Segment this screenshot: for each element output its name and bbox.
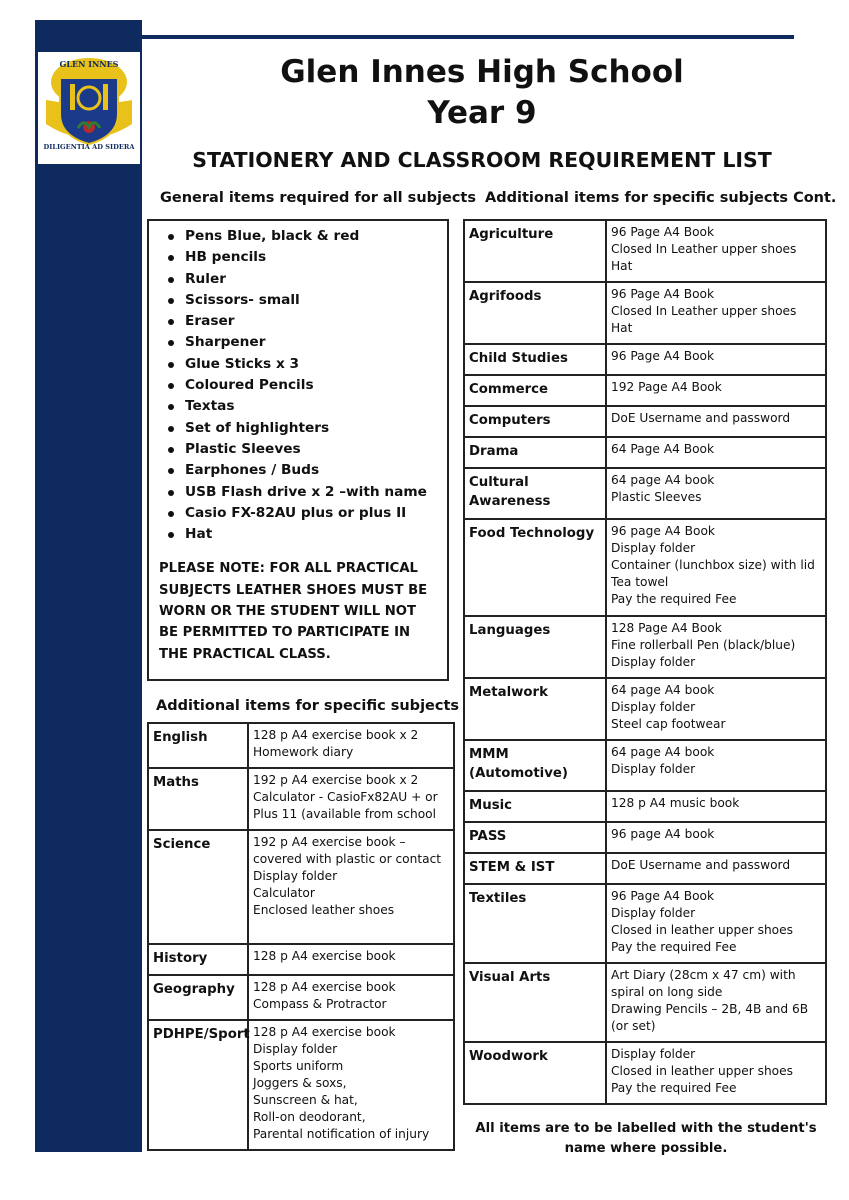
general-item: Earphones / Buds <box>185 460 447 481</box>
general-item: Eraser <box>185 311 447 332</box>
subject-cell: Commerce <box>464 375 606 406</box>
table-row <box>464 740 826 791</box>
required-item: 96 Page A4 Book <box>611 225 715 239</box>
required-item: Enclosed leather shoes <box>253 903 395 917</box>
items-cell <box>606 822 826 853</box>
header-rule <box>142 35 794 39</box>
required-item: Display folder <box>611 762 696 776</box>
general-item: Hat <box>185 524 447 545</box>
subject-cell: Agriculture <box>464 220 606 282</box>
school-crest <box>38 52 140 164</box>
required-item: 96 Page A4 Book <box>611 889 715 903</box>
table-row <box>148 830 454 944</box>
items-cell <box>606 282 826 344</box>
items-cell <box>606 1042 826 1104</box>
practical-note: PLEASE NOTE: FOR ALL PRACTICAL SUBJECTS LEATHER SHOES MUST BE WORN OR THE STUDENT WILL NOT BE PERMITTED TO PARTICIPATE IN THE PRACTICAL CLASS. <box>159 561 428 662</box>
general-item: Glue Sticks x 3 <box>185 354 447 375</box>
required-item: 192 Page A4 Book <box>611 380 722 394</box>
required-item: Closed In Leather upper shoes <box>611 242 797 256</box>
specific-subjects-table <box>147 722 455 1151</box>
crest-top-text: GLEN INNES <box>59 59 119 69</box>
specific-cont-heading: Additional items for specific subjects Cont. <box>485 190 837 206</box>
required-item: Plastic Sleeves <box>611 490 702 504</box>
items-cell <box>606 740 826 791</box>
table-row <box>464 884 826 963</box>
specific-heading: Additional items for specific subjects <box>156 698 460 714</box>
required-item: Sports uniform <box>253 1059 344 1073</box>
table-row <box>148 723 454 768</box>
table-row <box>464 678 826 740</box>
subject-cell: Woodwork <box>464 1042 606 1104</box>
items-cell <box>606 344 826 375</box>
required-item: Homework diary <box>253 745 354 759</box>
items-cell <box>606 853 826 884</box>
general-item: HB pencils <box>185 247 447 268</box>
required-item: DoE Username and password <box>611 411 791 425</box>
table-row <box>148 975 454 1020</box>
required-item: Display folder <box>611 541 696 555</box>
general-item: Set of highlighters <box>185 418 447 439</box>
items-cell <box>606 963 826 1042</box>
items-cell <box>248 1020 454 1150</box>
required-item: Compass & Protractor <box>253 997 387 1011</box>
required-item: Pay the required Fee <box>611 1081 737 1095</box>
required-item: DoE Username and password <box>611 858 791 872</box>
required-item: Joggers & soxs, <box>253 1076 347 1090</box>
items-cell <box>248 944 454 975</box>
list-subtitle: STATIONERY AND CLASSROOM REQUIREMENT LIST <box>192 148 772 172</box>
subject-cell: Agrifoods <box>464 282 606 344</box>
required-item: 96 Page A4 Book <box>611 287 715 301</box>
subject-cell: Maths <box>148 768 248 830</box>
required-item: Drawing Pencils – 2B, 4B and 6B (or set) <box>611 1002 809 1033</box>
required-item: 128 p A4 music book <box>611 796 740 810</box>
required-item: Steel cap footwear <box>611 717 726 731</box>
general-item: Scissors- small <box>185 290 447 311</box>
sidebar-band <box>35 20 142 1152</box>
required-item: Closed in leather upper shoes <box>611 923 793 937</box>
table-row <box>464 220 826 282</box>
subject-cell: STEM & IST <box>464 853 606 884</box>
required-item: Art Diary (28cm x 47 cm) with spiral on long side <box>611 968 796 999</box>
required-item: Sunscreen & hat, <box>253 1093 358 1107</box>
required-item: Container (lunchbox size) with lid <box>611 558 815 572</box>
items-cell <box>606 468 826 519</box>
required-item: Calculator - CasioFx82AU + or Plus 11 (available from school <box>253 790 438 821</box>
required-item: Calculator <box>253 886 315 900</box>
table-row <box>464 468 826 519</box>
required-item: 96 Page A4 Book <box>611 349 715 363</box>
subject-cell: Music <box>464 791 606 822</box>
items-cell <box>248 975 454 1020</box>
general-item: Coloured Pencils <box>185 375 447 396</box>
subject-cell: Metalwork <box>464 678 606 740</box>
general-items-box <box>147 219 449 681</box>
subject-cell: Drama <box>464 437 606 468</box>
general-heading: General items required for all subjects <box>160 190 476 206</box>
subject-cell: Child Studies <box>464 344 606 375</box>
required-item: Display folder <box>611 700 696 714</box>
required-item: Parental notification of injury <box>253 1127 430 1141</box>
required-item: Display folder <box>611 906 696 920</box>
subject-cell: Textiles <box>464 884 606 963</box>
required-item: 64 Page A4 Book <box>611 442 715 456</box>
table-row <box>148 768 454 830</box>
table-row <box>464 344 826 375</box>
table-row <box>464 437 826 468</box>
items-cell <box>248 768 454 830</box>
labelling-note: All items are to be labelled with the student's name where possible. <box>475 1121 817 1156</box>
required-item: Hat <box>611 259 633 273</box>
subject-cell: PASS <box>464 822 606 853</box>
required-item: Display folder <box>253 869 338 883</box>
subject-cell: Cultural Awareness <box>464 468 606 519</box>
subject-cell: Food Technology <box>464 519 606 616</box>
general-list <box>149 226 447 545</box>
required-item: 192 p A4 exercise book x 2 <box>253 773 419 787</box>
items-cell <box>248 723 454 768</box>
required-item: Closed in leather upper shoes <box>611 1064 793 1078</box>
crest-icon <box>38 52 140 164</box>
required-item: 192 p A4 exercise book – covered with plastic or contact <box>253 835 442 866</box>
specific-subjects-cont-table <box>463 219 827 1105</box>
subject-cell: Geography <box>148 975 248 1020</box>
school-name: Glen Innes High School <box>280 54 684 90</box>
table-row <box>148 1020 454 1150</box>
required-item: 96 page A4 Book <box>611 524 715 538</box>
required-item: Pay the required Fee <box>611 592 737 606</box>
table-row <box>464 406 826 437</box>
subject-cell: MMM (Automotive) <box>464 740 606 791</box>
general-item: Textas <box>185 396 447 417</box>
subject-cell: Languages <box>464 616 606 678</box>
items-cell <box>606 406 826 437</box>
items-cell <box>606 616 826 678</box>
required-item: Hat <box>611 321 633 335</box>
required-item: 128 p A4 exercise book <box>253 949 396 963</box>
table-row <box>464 853 826 884</box>
required-item: Pay the required Fee <box>611 940 737 954</box>
table-row <box>464 282 826 344</box>
general-item: Ruler <box>185 269 447 290</box>
table-row <box>464 519 826 616</box>
table-row <box>464 791 826 822</box>
subject-cell: Science <box>148 830 248 944</box>
required-item: Display folder <box>611 655 696 669</box>
required-item: Display folder <box>611 1047 696 1061</box>
general-item: Plastic Sleeves <box>185 439 447 460</box>
general-item: Pens Blue, black & red <box>185 226 447 247</box>
subject-cell: History <box>148 944 248 975</box>
general-item: USB Flash drive x 2 –with name <box>185 482 447 503</box>
required-item: 128 p A4 exercise book <box>253 1025 396 1039</box>
items-cell <box>606 678 826 740</box>
required-item: 128 Page A4 Book <box>611 621 722 635</box>
items-cell <box>606 220 826 282</box>
items-cell <box>606 791 826 822</box>
required-item: Fine rollerball Pen (black/blue) <box>611 638 796 652</box>
table-row <box>464 616 826 678</box>
required-item: 64 page A4 book <box>611 683 715 697</box>
table-row <box>464 822 826 853</box>
subject-cell: English <box>148 723 248 768</box>
required-item: Tea towel <box>611 575 669 589</box>
required-item: Closed In Leather upper shoes <box>611 304 797 318</box>
items-cell <box>606 519 826 616</box>
required-item: 96 page A4 book <box>611 827 715 841</box>
table-row <box>148 944 454 975</box>
table-row <box>464 375 826 406</box>
required-item: Roll-on deodorant, <box>253 1110 366 1124</box>
subject-cell: PDHPE/Sport <box>148 1020 248 1150</box>
required-item: Display folder <box>253 1042 338 1056</box>
items-cell <box>606 884 826 963</box>
subject-cell: Computers <box>464 406 606 437</box>
required-item: 128 p A4 exercise book x 2 <box>253 728 419 742</box>
general-item: Casio FX-82AU plus or plus II <box>185 503 447 524</box>
required-item: 64 page A4 book <box>611 473 715 487</box>
items-cell <box>606 437 826 468</box>
crest-motto: DILIGENTIA AD SIDERA <box>43 143 135 151</box>
required-item: 128 p A4 exercise book <box>253 980 396 994</box>
items-cell <box>606 375 826 406</box>
year-title: Year 9 <box>427 95 537 131</box>
required-item: 64 page A4 book <box>611 745 715 759</box>
table-row <box>464 963 826 1042</box>
items-cell <box>248 830 454 944</box>
table-row <box>464 1042 826 1104</box>
general-item: Sharpener <box>185 332 447 353</box>
subject-cell: Visual Arts <box>464 963 606 1042</box>
